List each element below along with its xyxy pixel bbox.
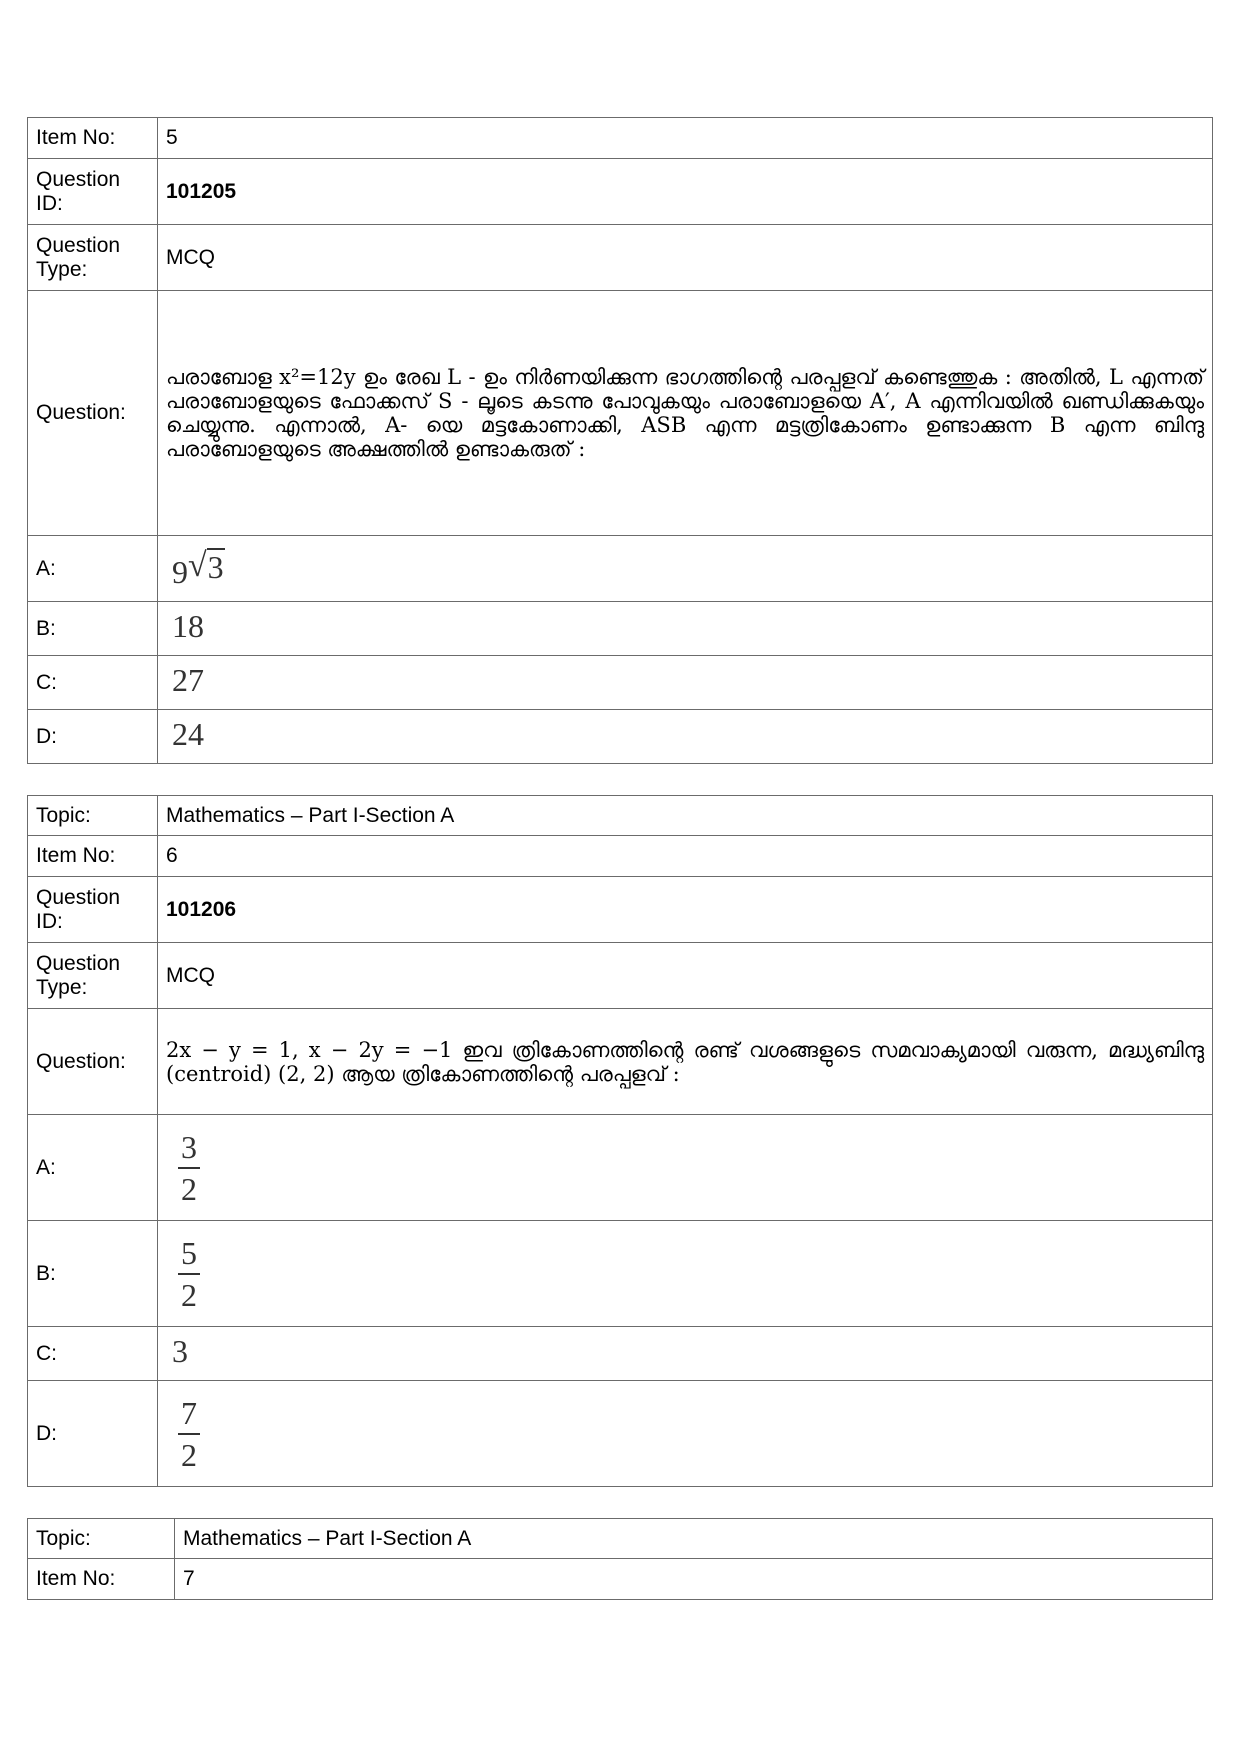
item-no-label: Item No:	[28, 836, 158, 877]
option-d-value	[158, 710, 1213, 764]
topic-value: Mathematics – Part I-Section A	[175, 1519, 1213, 1559]
option-b-fraction	[178, 1235, 200, 1313]
option-a-coefficient: 9	[172, 554, 188, 590]
option-b-value	[158, 602, 1213, 656]
option-c-label: C:	[28, 1327, 158, 1381]
denominator: 2	[181, 1436, 197, 1473]
item-5-table	[27, 117, 1213, 764]
fraction-bar	[178, 1167, 200, 1169]
numerator: 7	[181, 1394, 197, 1431]
option-a-value	[158, 536, 1213, 602]
option-d-fraction	[178, 1395, 200, 1473]
item-6-table	[27, 795, 1213, 1487]
topic-label: Topic:	[28, 1519, 175, 1559]
numerator: 5	[181, 1234, 197, 1271]
denominator: 2	[181, 1276, 197, 1313]
topic-value: Mathematics – Part I-Section A	[158, 796, 1213, 836]
option-a-label: A:	[28, 536, 158, 602]
question-id-value: 101206	[158, 877, 1213, 943]
option-d-label: D:	[28, 1381, 158, 1487]
item-no-label: Item No:	[28, 118, 158, 159]
question-text: പരാബോള x²=12y ഉം രേഖ L - ഉം നിർണയിക്കുന്ന ഭാഗത്തിന്റെ പരപ്പളവ് കണ്ടെത്തുക : അതിൽ, L എന്നത് പരാബോളയുടെ ഫോക്കസ് S - ലൂടെ കടന്നു പോവുകയും പരാബോളയെ A′, A എന്നിവയിൽ ഖണ്ഡിക്കുകയും ചെയ്യുന്നു. എന്നാൽ, A- യെ മട്ടകോണാക്കി, ASB എന്ന മട്ടത്രികോണം ഉണ്ടാക്കുന്ന B എന്ന ബിന്ദു പരാബോളയുടെ അക്ഷത്തിൽ ഉണ്ടാകരുത് :	[158, 291, 1213, 536]
option-b-text: 18	[172, 608, 204, 644]
question-type-label: Question Type:	[28, 943, 158, 1009]
fraction-bar	[178, 1433, 200, 1435]
item-no-value: 5	[158, 118, 1213, 159]
option-a-label: A:	[28, 1115, 158, 1221]
item-no-value: 7	[175, 1559, 1213, 1600]
option-b-label: B:	[28, 1221, 158, 1327]
item-no-label: Item No:	[28, 1559, 175, 1600]
question-id-value: 101205	[158, 159, 1213, 225]
item-7-table	[27, 1518, 1213, 1600]
question-text: 2x − y = 1, x − 2y = −1 ഇവ ത്രികോണത്തിന്റെ രണ്ട് വശങ്ങളുടെ സമവാക്യമായി വരുന്ന, മദ്ധ്യബിന്ദു (centroid) (2, 2) ആയ ത്രികോണത്തിന്റെ പരപ്പളവ് :	[158, 1009, 1213, 1115]
option-c-text: 27	[172, 662, 204, 698]
option-b-value	[158, 1221, 1213, 1327]
question-label: Question:	[28, 1009, 158, 1115]
fraction-bar	[178, 1273, 200, 1275]
option-d-label: D:	[28, 710, 158, 764]
question-id-label: Question ID:	[28, 877, 158, 943]
option-c-text: 3	[172, 1333, 188, 1369]
question-type-label: Question Type:	[28, 225, 158, 291]
option-c-value	[158, 656, 1213, 710]
sqrt-symbol: √	[188, 547, 207, 584]
option-a-value	[158, 1115, 1213, 1221]
option-d-value	[158, 1381, 1213, 1487]
item-no-value: 6	[158, 836, 1213, 877]
option-b-label: B:	[28, 602, 158, 656]
topic-label: Topic:	[28, 796, 158, 836]
question-label: Question:	[28, 291, 158, 536]
option-c-label: C:	[28, 656, 158, 710]
option-d-text: 24	[172, 716, 204, 752]
question-type-value: MCQ	[158, 943, 1213, 1009]
option-c-value	[158, 1327, 1213, 1381]
denominator: 2	[181, 1170, 197, 1207]
option-a-radicand: 3	[207, 549, 224, 585]
question-id-label: Question ID:	[28, 159, 158, 225]
numerator: 3	[181, 1128, 197, 1165]
option-a-fraction	[178, 1129, 200, 1207]
question-type-value: MCQ	[158, 225, 1213, 291]
